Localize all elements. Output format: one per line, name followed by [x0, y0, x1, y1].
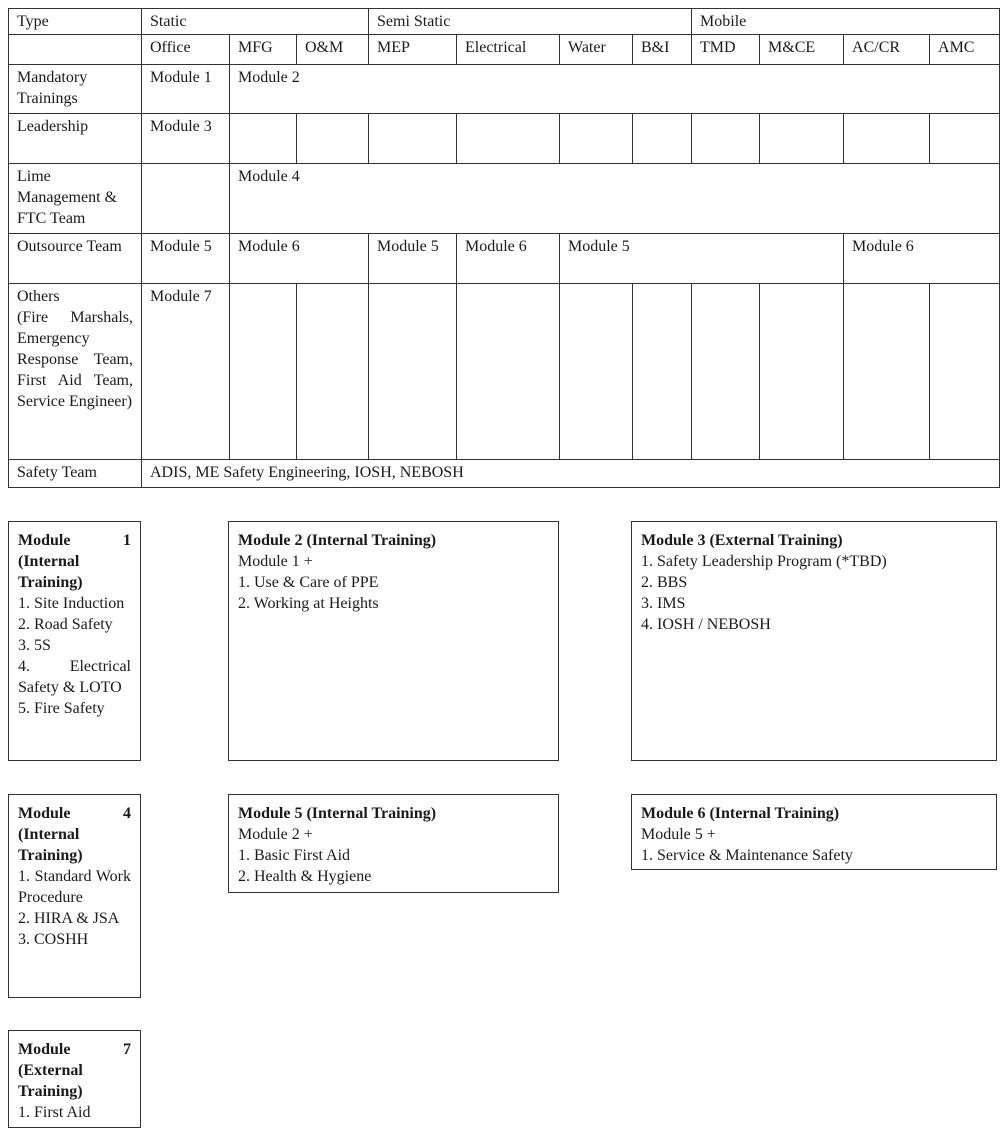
table-cell: Module 6 — [457, 234, 560, 284]
table-cell — [230, 284, 297, 460]
row-label: Safety Team — [9, 460, 142, 488]
row-label: Mandatory Trainings — [9, 65, 142, 114]
table-cell — [760, 284, 844, 460]
table-cell: Module 5 — [560, 234, 844, 284]
column-header: B&I — [633, 35, 692, 65]
module-3-item: 2. BBS — [641, 574, 688, 591]
module-4-item: 1. Standard Work Procedure — [18, 868, 131, 906]
table-cell: Module 7 — [142, 284, 230, 460]
table-cell — [369, 284, 457, 460]
group-header-mobile: Mobile — [692, 9, 1000, 35]
module-4-item: 3. COSHH — [18, 931, 89, 948]
group-header-semi-static: Semi Static — [369, 9, 692, 35]
column-header: M&CE — [760, 35, 844, 65]
table-row-leadership — [9, 114, 1000, 164]
module-5-item: 1. Basic First Aid — [238, 847, 351, 864]
module-5-box — [228, 794, 559, 893]
table-row-others — [9, 284, 1000, 460]
table-cell — [297, 284, 369, 460]
table-cell: Module 5 — [142, 234, 230, 284]
column-header: O&M — [297, 35, 369, 65]
module-4-item: 2. HIRA & JSA — [18, 910, 120, 927]
column-header: MFG — [230, 35, 297, 65]
module-7-title: Module 7 (External Training) — [18, 1041, 131, 1100]
table-cell — [633, 284, 692, 460]
module-5-item: Module 2 + — [238, 826, 313, 843]
module-2-item: 2. Working at Heights — [238, 595, 379, 612]
table-row-mandatory — [9, 65, 1000, 114]
column-header: Water — [560, 35, 633, 65]
module-7-box — [8, 1030, 141, 1128]
module-7-item: 1. First Aid — [18, 1104, 91, 1121]
module-3-item: 3. IMS — [641, 595, 686, 612]
table-cell — [457, 114, 560, 164]
module-5-title: Module 5 (Internal Training) — [238, 805, 437, 822]
empty-header-cell — [9, 35, 142, 65]
type-header: Type — [9, 9, 142, 35]
column-header: AC/CR — [844, 35, 930, 65]
table-row-lime — [9, 164, 1000, 234]
table-cell — [297, 114, 369, 164]
table-cell: Module 4 — [230, 164, 1000, 234]
column-header: Office — [142, 35, 230, 65]
module-2-box — [228, 521, 559, 761]
table-cell — [930, 284, 1000, 460]
row-label-detail: (Fire Marshals, Emergency Response Team, First Aid Team, Service Engineer) — [17, 309, 133, 410]
table-cell — [844, 284, 930, 460]
module-6-title: Module 6 (Internal Training) — [641, 805, 840, 822]
module-5-item: 2. Health & Hygiene — [238, 868, 372, 885]
column-header: TMD — [692, 35, 760, 65]
header-group-row — [9, 9, 1000, 35]
table-row-safety — [9, 460, 1000, 488]
table-cell — [692, 284, 760, 460]
column-header: MEP — [369, 35, 457, 65]
module-3-item: 1. Safety Leadership Program (*TBD) — [641, 553, 887, 570]
module-4-title: Module 4 (Internal Training) — [18, 805, 131, 864]
row-label: Leadership — [9, 114, 142, 164]
module-1-item: 5. Fire Safety — [18, 700, 105, 717]
table-row-outsource — [9, 234, 1000, 284]
table-cell — [457, 284, 560, 460]
table-cell: Module 2 — [230, 65, 1000, 114]
column-header: Electrical — [457, 35, 560, 65]
module-6-item: 1. Service & Maintenance Safety — [641, 847, 853, 864]
column-header: AMC — [930, 35, 1000, 65]
module-1-item: 3. 5S — [18, 637, 51, 654]
group-header-static: Static — [142, 9, 369, 35]
table-cell: Module 5 — [369, 234, 457, 284]
table-cell — [633, 114, 692, 164]
table-cell — [930, 114, 1000, 164]
table-cell — [369, 114, 457, 164]
table-cell: Module 6 — [844, 234, 1000, 284]
module-2-item: 1. Use & Care of PPE — [238, 574, 379, 591]
row-label — [9, 284, 142, 460]
module-4-box — [8, 794, 141, 998]
module-6-item: Module 5 + — [641, 826, 716, 843]
table-cell: ADIS, ME Safety Engineering, IOSH, NEBOSH — [142, 460, 1000, 488]
module-1-item: 2. Road Safety — [18, 616, 113, 633]
module-6-box — [631, 794, 997, 870]
table-cell — [142, 164, 230, 234]
module-3-item: 4. IOSH / NEBOSH — [641, 616, 771, 633]
table-cell — [560, 114, 633, 164]
module-3-box — [631, 521, 997, 761]
table-cell: Module 3 — [142, 114, 230, 164]
module-1-title: Module 1 (Internal Training) — [18, 532, 131, 591]
row-label: Outsource Team — [9, 234, 142, 284]
module-1-item: 1. Site Induction — [18, 595, 125, 612]
table-cell: Module 6 — [230, 234, 369, 284]
table-cell — [844, 114, 930, 164]
module-2-title: Module 2 (Internal Training) — [238, 532, 437, 549]
training-matrix-table — [8, 8, 1000, 488]
header-column-row — [9, 35, 1000, 65]
table-cell: Module 1 — [142, 65, 230, 114]
table-cell — [560, 284, 633, 460]
table-cell — [760, 114, 844, 164]
table-cell — [230, 114, 297, 164]
row-label-title: Others — [17, 288, 60, 305]
row-label: Lime Management & FTC Team — [9, 164, 142, 234]
table-cell — [692, 114, 760, 164]
module-3-title: Module 3 (External Training) — [641, 532, 843, 549]
module-1-item: 4. Electrical Safety & LOTO — [18, 658, 131, 696]
module-2-item: Module 1 + — [238, 553, 313, 570]
module-1-box — [8, 521, 141, 761]
